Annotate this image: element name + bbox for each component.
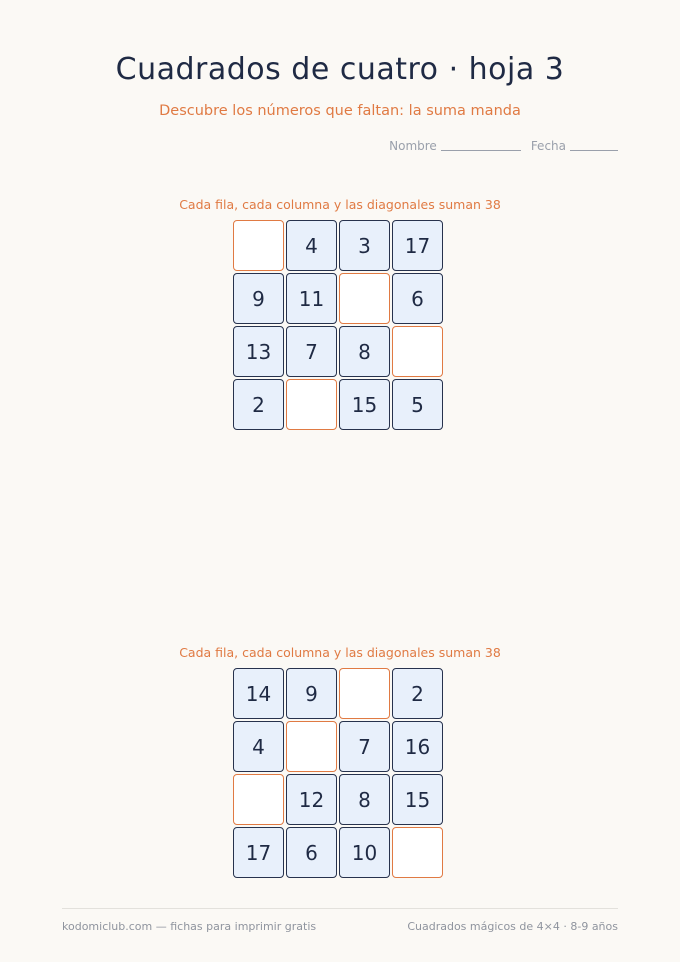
number-cell: 8 xyxy=(339,774,390,825)
date-label: Fecha xyxy=(530,139,566,153)
name-line xyxy=(441,150,521,151)
date-field[interactable] xyxy=(531,139,618,153)
page-subtitle: Descubre los números que faltan: la suma manda xyxy=(159,103,521,119)
blank-cell[interactable] xyxy=(233,220,284,271)
blank-cell[interactable] xyxy=(392,827,443,878)
puzzle-2 xyxy=(0,645,680,865)
magic-square-grid xyxy=(233,220,443,430)
number-cell: 7 xyxy=(339,721,390,772)
number-cell: 6 xyxy=(286,827,337,878)
blank-cell[interactable] xyxy=(339,273,390,324)
name-date-fields xyxy=(389,139,618,153)
number-cell: 14 xyxy=(233,668,284,719)
magic-square-grid xyxy=(233,668,443,878)
blank-cell[interactable] xyxy=(392,326,443,377)
number-cell: 4 xyxy=(286,220,337,271)
page-title: Cuadrados de cuatro · hoja 3 xyxy=(115,52,565,87)
number-cell: 13 xyxy=(233,326,284,377)
blank-cell[interactable] xyxy=(233,774,284,825)
puzzle-instruction: Cada fila, cada columna y las diagonales suman 38 xyxy=(179,197,501,212)
puzzle-1 xyxy=(0,197,680,417)
number-cell: 17 xyxy=(392,220,443,271)
puzzle-instruction: Cada fila, cada columna y las diagonales suman 38 xyxy=(179,645,501,660)
number-cell: 15 xyxy=(392,774,443,825)
number-cell: 9 xyxy=(233,273,284,324)
blank-cell[interactable] xyxy=(286,379,337,430)
number-cell: 6 xyxy=(392,273,443,324)
blank-cell[interactable] xyxy=(286,721,337,772)
name-field[interactable] xyxy=(389,139,521,153)
footer-divider xyxy=(62,908,618,909)
number-cell: 12 xyxy=(286,774,337,825)
number-cell: 16 xyxy=(392,721,443,772)
number-cell: 5 xyxy=(392,379,443,430)
number-cell: 4 xyxy=(233,721,284,772)
name-label: Nombre xyxy=(389,139,437,153)
date-line xyxy=(570,150,618,151)
footer-site: kodomiclub.com — fichas para imprimir gratis xyxy=(62,920,317,933)
number-cell: 15 xyxy=(339,379,390,430)
blank-cell[interactable] xyxy=(339,668,390,719)
number-cell: 9 xyxy=(286,668,337,719)
number-cell: 3 xyxy=(339,220,390,271)
number-cell: 11 xyxy=(286,273,337,324)
number-cell: 17 xyxy=(233,827,284,878)
number-cell: 2 xyxy=(233,379,284,430)
number-cell: 7 xyxy=(286,326,337,377)
number-cell: 2 xyxy=(392,668,443,719)
footer-series: Cuadrados mágicos de 4×4 · 8-9 años xyxy=(407,920,618,933)
number-cell: 10 xyxy=(339,827,390,878)
number-cell: 8 xyxy=(339,326,390,377)
